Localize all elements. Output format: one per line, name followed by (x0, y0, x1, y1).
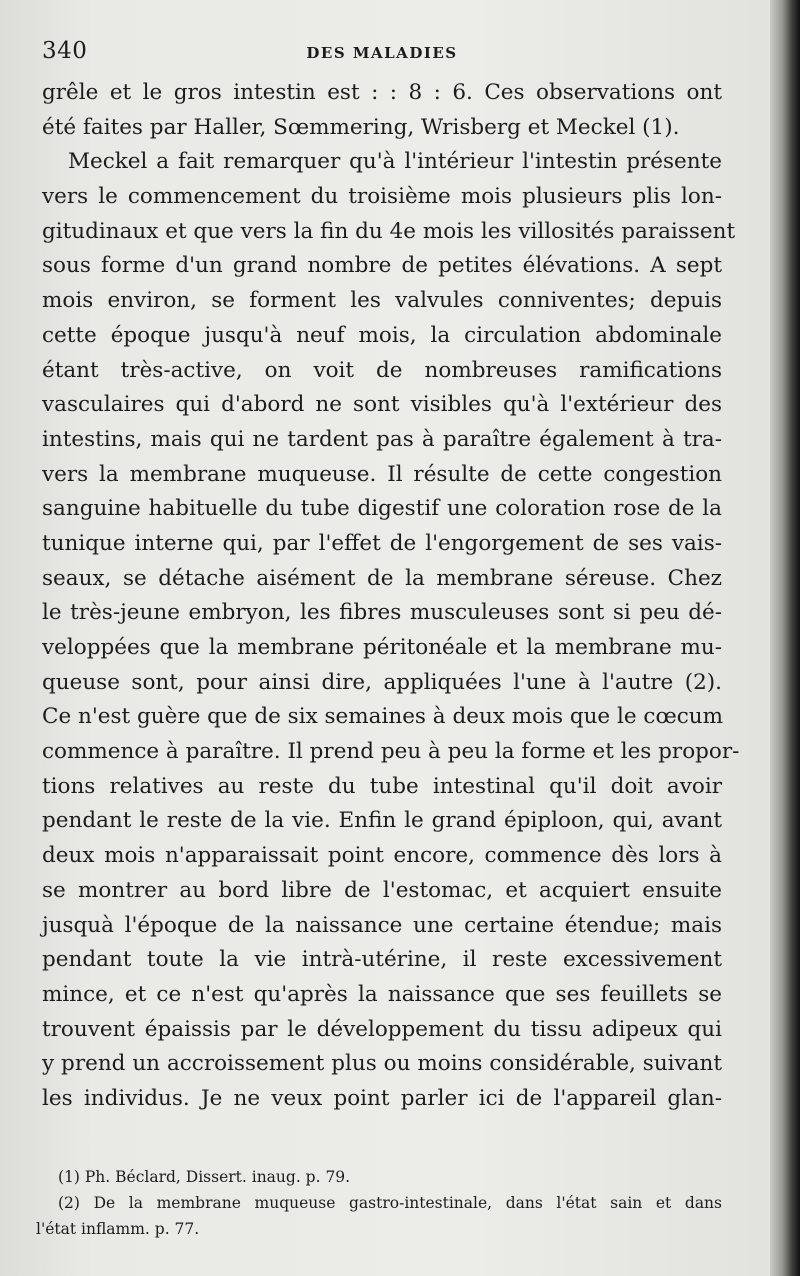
text-line: grêle et le gros intestin est : : 8 : 6. Ces observations ont (42, 80, 722, 105)
text-line: vers le commencement du troisième mois plusieurs plis lon- (42, 184, 722, 210)
text-line: vasculaires qui d'abord ne sont visibles qu'à l'extérieur des (42, 392, 722, 418)
footnote-1: (1) Ph. Béclard, Dissert. inaug. p. 79. (58, 1168, 351, 1186)
text-line: sous forme d'un grand nombre de petites élévations. A sept (42, 253, 722, 279)
text-line: commence à paraître. Il prend peu à peu la forme et les propor- (42, 739, 740, 765)
footnote-2-continued: l'état inflamm. p. 77. (36, 1220, 200, 1238)
text-line: étant très-active, on voit de nombreuses ramifications (42, 357, 722, 383)
text-line: intestins, mais qui ne tardent pas à paraître également à tra- (42, 426, 722, 452)
text-line: été faites par Haller, Sœmmering, Wrisberg et Meckel (1). (42, 114, 680, 140)
body-text (42, 76, 740, 1117)
text-line: mois environ, se forment les valvules conniventes; depuis (42, 288, 722, 314)
page-number: 340 (42, 38, 88, 64)
text-line: pendant le reste de la vie. Enfin le grand épiploon, qui, avant (42, 808, 722, 834)
text-line: gitudinaux et que vers la fin du 4e mois les villosités paraissent (42, 218, 736, 244)
text-line: sanguine habituelle du tube digestif une coloration rose de la (42, 496, 722, 522)
text-line: tions relatives au reste du tube intestinal qu'il doit avoir (42, 773, 722, 799)
text-line: vers la membrane muqueuse. Il résulte de cette congestion (42, 461, 722, 487)
text-line: jusquà l'époque de la naissance une certaine étendue; mais (42, 912, 722, 938)
running-head: DES MALADIES (306, 44, 458, 62)
text-line: queuse sont, pour ainsi dire, appliquées l'une à l'autre (2). (42, 669, 722, 695)
text-line: y prend un accroissement plus ou moins considérable, suivant (42, 1051, 722, 1077)
text-line: seaux, se détache aisément de la membrane séreuse. Chez (42, 565, 722, 591)
text-line: deux mois n'apparaissait point encore, commence dès lors à (42, 843, 722, 869)
footnote-2: (2) De la membrane muqueuse gastro-intestinale, dans l'état sain et dans (58, 1194, 722, 1212)
text-line: Meckel a fait remarquer qu'à l'intérieur l'intestin présente (68, 149, 722, 175)
text-line: trouvent épaissis par le développement du tissu adipeux qui (42, 1016, 722, 1042)
text-line: pendant toute la vie intrà-utérine, il reste excessivement (42, 947, 722, 973)
text-line: veloppées que la membrane péritonéale et la membrane mu- (42, 635, 722, 660)
page-header (42, 38, 722, 68)
text-line: le très-jeune embryon, les fibres musculeuses sont si peu dé- (42, 600, 722, 626)
text-line: mince, et ce n'est qu'après la naissance que ses feuillets se (42, 981, 722, 1007)
text-line: les individus. Je ne veux point parler ici de l'appareil glan- (42, 1085, 722, 1111)
text-line: tunique interne qui, par l'effet de l'engorgement de ses vais- (42, 530, 722, 556)
page-binding-edge (770, 0, 800, 1276)
footnotes (36, 1164, 722, 1242)
text-line: cette époque jusqu'à neuf mois, la circulation abdominale (42, 322, 722, 348)
text-line: se montrer au bord libre de l'estomac, et acquiert ensuite (42, 877, 722, 903)
text-line: Ce n'est guère que de six semaines à deux mois que le cœcum (42, 704, 723, 730)
